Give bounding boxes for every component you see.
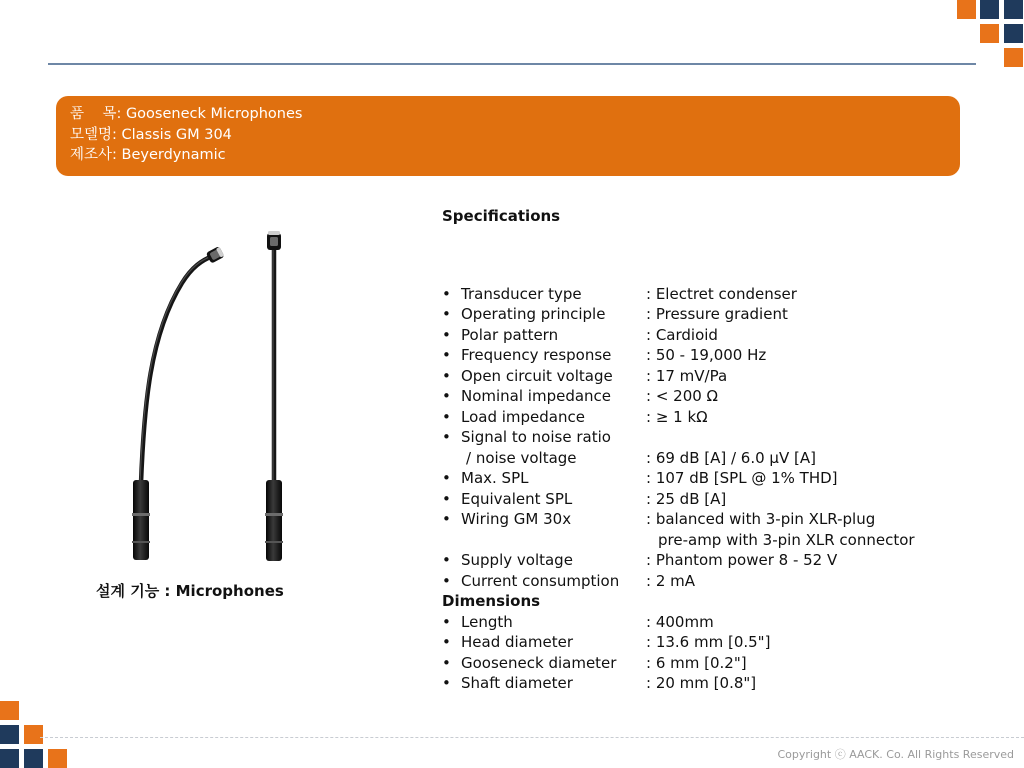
spec-label: Transducer type xyxy=(461,284,582,303)
spec-value: : 107 dB [SPL @ 1% THD] xyxy=(646,469,838,487)
design-function-caption: 설계 기능 : Microphones xyxy=(96,582,284,600)
spec-row xyxy=(442,509,876,530)
spec-row xyxy=(442,489,727,510)
spec-value: : balanced with 3-pin XLR-plug xyxy=(646,510,876,528)
spec-label: Current consumption xyxy=(461,571,620,590)
bullet-icon: • xyxy=(442,653,451,672)
dimension-row xyxy=(442,612,714,633)
dimension-row xyxy=(442,632,771,653)
decor-square xyxy=(980,0,999,19)
spec-label: Max. SPL xyxy=(461,469,529,487)
spec-label: Open circuit voltage xyxy=(461,366,613,385)
dimension-value: : 6 mm [0.2"] xyxy=(646,653,747,672)
spec-label: Signal to noise ratio xyxy=(461,428,611,446)
spec-label: Frequency response xyxy=(461,346,612,364)
bullet-icon: • xyxy=(442,489,451,508)
dimension-row xyxy=(442,653,747,674)
product-maker-row xyxy=(70,145,960,166)
product-maker-value: : Beyerdynamic xyxy=(112,147,226,163)
spec-row xyxy=(442,427,611,448)
gooseneck-microphone-photo xyxy=(110,225,310,565)
decor-square xyxy=(957,0,976,19)
spec-label: Load impedance xyxy=(461,407,585,426)
dimension-value: : 400mm xyxy=(646,612,714,631)
spec-row xyxy=(442,550,838,571)
spec-value: : Pressure gradient xyxy=(646,305,788,323)
spec-row xyxy=(442,325,718,346)
spec-row xyxy=(442,345,767,366)
dimension-value: : 20 mm [0.8"] xyxy=(646,674,757,692)
bullet-icon: • xyxy=(442,407,451,426)
bullet-icon: • xyxy=(442,674,451,692)
spec-row-continuation xyxy=(442,530,915,551)
bullet-icon: • xyxy=(442,366,451,385)
product-info-banner xyxy=(56,96,960,176)
spec-value: : Phantom power 8 - 52 V xyxy=(646,551,838,569)
spec-row xyxy=(442,304,788,325)
footer-divider xyxy=(40,737,1024,738)
decor-square xyxy=(1004,48,1023,67)
decor-square xyxy=(24,725,43,744)
bullet-icon: • xyxy=(442,469,451,487)
specifications-panel xyxy=(442,206,915,694)
spec-value: : < 200 Ω xyxy=(646,387,719,405)
spec-label: Wiring GM 30x xyxy=(461,510,572,528)
product-model-label: 모델명 xyxy=(70,126,113,143)
product-model-row xyxy=(70,125,960,146)
spec-value: : Electret condenser xyxy=(646,284,797,303)
dimension-label: Length xyxy=(461,612,513,631)
spec-value: : 69 dB [A] / 6.0 μV [A] xyxy=(646,448,816,467)
dimension-value: : 13.6 mm [0.5"] xyxy=(646,633,771,651)
spec-row xyxy=(442,386,719,407)
product-item-label: 품 목 xyxy=(70,106,117,122)
spec-label: Equivalent SPL xyxy=(461,489,573,508)
bullet-icon: • xyxy=(442,571,451,590)
dimensions-heading: Dimensions xyxy=(442,592,541,610)
spec-row xyxy=(442,407,708,428)
dimension-row xyxy=(442,673,757,694)
spec-row xyxy=(442,468,838,489)
spec-value: pre-amp with 3-pin XLR connector xyxy=(658,530,915,549)
decor-square xyxy=(0,701,19,720)
specifications-heading: Specifications xyxy=(442,207,561,225)
decor-square xyxy=(48,749,67,768)
decor-square xyxy=(0,725,19,744)
spec-label: Polar pattern xyxy=(461,325,559,344)
spec-row xyxy=(442,571,696,592)
decor-square xyxy=(1004,24,1023,43)
bullet-icon: • xyxy=(442,346,451,364)
spec-label: / noise voltage xyxy=(466,448,577,467)
decor-square xyxy=(980,24,999,43)
spec-value: : 50 - 19,000 Hz xyxy=(646,346,767,364)
spec-value: : 25 dB [A] xyxy=(646,489,727,508)
product-item-row xyxy=(70,104,960,125)
spacer xyxy=(442,227,560,284)
spec-label: Operating principle xyxy=(461,305,606,323)
bullet-icon: • xyxy=(442,387,451,405)
bullet-icon: • xyxy=(442,612,451,631)
spec-value: : ≥ 1 kΩ xyxy=(646,407,708,426)
decor-square xyxy=(24,749,43,768)
decor-square xyxy=(0,749,19,768)
spec-value: : Cardioid xyxy=(646,325,718,344)
spec-label: Nominal impedance xyxy=(461,387,612,405)
bullet-icon: • xyxy=(442,510,451,528)
bullet-icon: • xyxy=(442,325,451,344)
bullet-icon: • xyxy=(442,428,451,446)
product-maker-label: 제조사 xyxy=(70,147,113,163)
spec-row xyxy=(442,284,797,305)
spec-value: : 17 mV/Pa xyxy=(646,366,728,385)
spec-row xyxy=(442,366,728,387)
spec-value: : 2 mA xyxy=(646,571,696,590)
dimension-label: Shaft diameter xyxy=(461,674,573,692)
bullet-icon: • xyxy=(442,633,451,651)
bullet-icon: • xyxy=(442,551,451,569)
product-item-value: : Gooseneck Microphones xyxy=(116,106,303,122)
dimension-label: Gooseneck diameter xyxy=(461,653,617,672)
bullet-icon: • xyxy=(442,305,451,323)
bullet-icon: • xyxy=(442,284,451,303)
header-divider xyxy=(48,63,976,65)
copyright-text: Copyright ⓒ AACK. Co. All Rights Reserved xyxy=(777,748,1014,761)
product-model-value: : Classis GM 304 xyxy=(112,126,232,143)
spec-label: Supply voltage xyxy=(461,551,573,569)
dimension-label: Head diameter xyxy=(461,633,573,651)
spec-row-continuation xyxy=(442,448,816,469)
decor-square xyxy=(1004,0,1023,19)
